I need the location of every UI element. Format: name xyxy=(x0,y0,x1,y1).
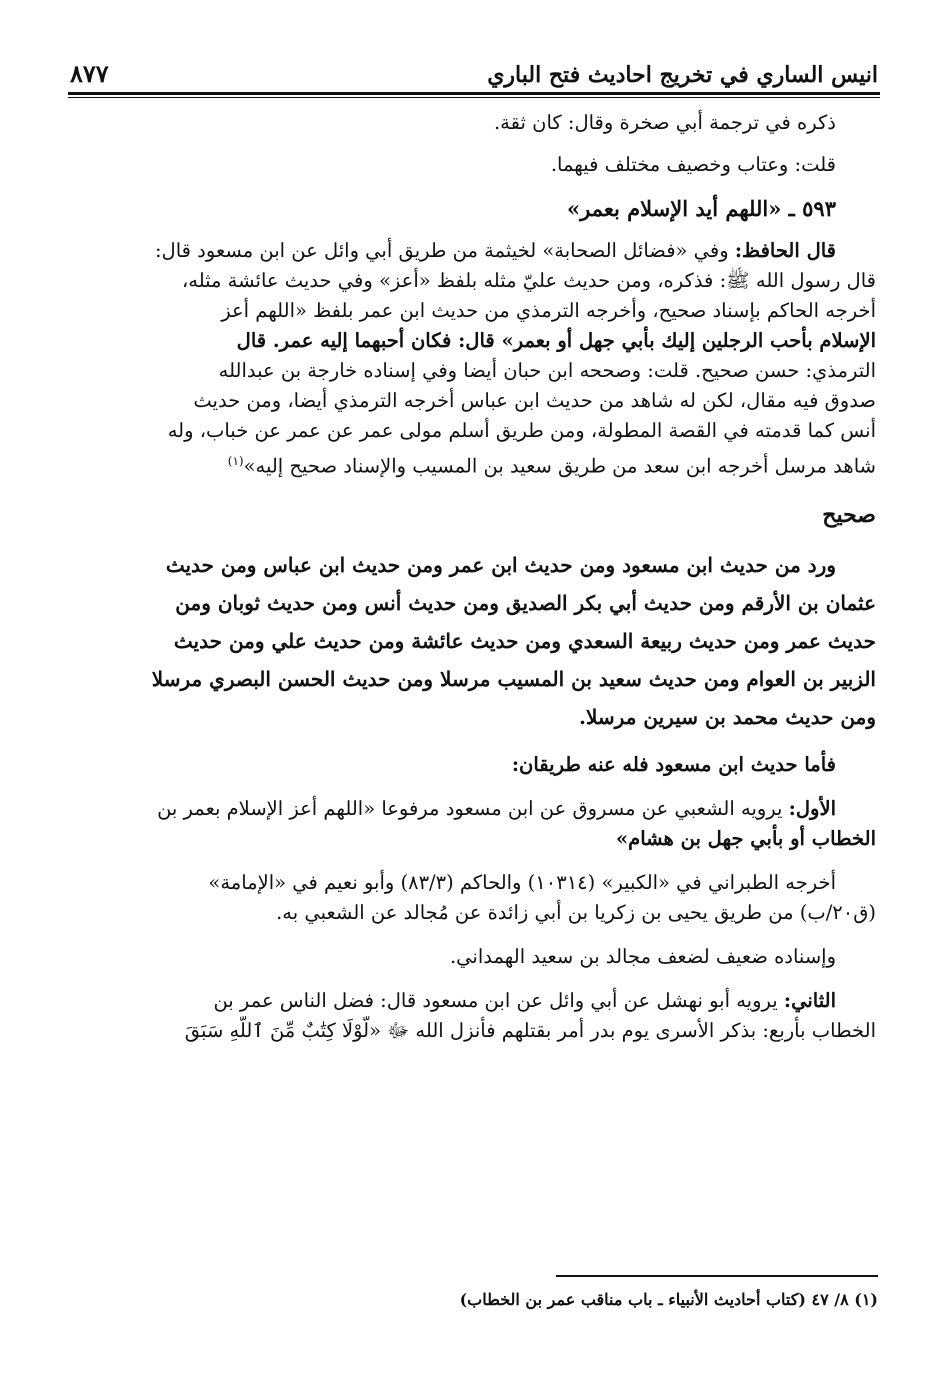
hafiz-quote xyxy=(76,236,876,482)
page-number: ٨٧٧ xyxy=(70,59,109,88)
text-line: أنس كما قدمته في القصة المطولة، ومن طريق أسلم مولى عمر عن عمر عن خباب، وله xyxy=(167,419,876,442)
second-label: الثاني: xyxy=(783,988,836,1012)
narrations-paragraph xyxy=(76,546,876,736)
text-line: الترمذي: حسن صحيح. قلت: وصححه ابن حبان أيضا وفي إسناده خارجة بن عبدالله xyxy=(218,359,876,382)
text-line: الخطاب أو بأبي جهل بن هشام» xyxy=(615,826,876,850)
text-line: ذكره في ترجمة أبي صخرة وقال: كان ثقة. xyxy=(493,111,836,134)
text-line: صدوق فيه مقال، لكن له شاهد من حديث ابن عباس أخرجه الترمذي أيضا، ومن حديث xyxy=(193,389,876,412)
text-line: (ق٢٠/ب) من طريق يحيى بن زكريا بن أبي زائدة عن مُجالد عن الشعبي به. xyxy=(276,900,876,924)
intro-paragraph xyxy=(76,108,876,180)
text-line xyxy=(76,794,876,824)
hadith-title: ٥٩٣ ـ «اللهم أيد الإسلام بعمر» xyxy=(567,196,836,221)
text-line: عثمان بن الأرقم ومن حديث أبي بكر الصديق ومن حديث أنس ومن حديث ثوبان ومن xyxy=(175,590,876,615)
quote-label: قال الحافظ: xyxy=(734,239,836,262)
text-line: ورد من حديث ابن مسعود ومن حديث ابن عمر ومن حديث ابن عباس ومن حديث xyxy=(165,552,836,577)
text-line: حديث عمر ومن حديث ربيعة السعدي ومن حديث عائشة ومن حديث علي ومن حديث xyxy=(173,628,876,653)
quote-text: وفي «فضائل الصحابة» لخيثمة من طريق أبي وائل عن ابن مسعود قال: xyxy=(154,239,729,262)
text-line: الزبير بن العوام ومن حديث سعيد بن المسيب مرسلا ومن حديث الحسن البصري مرسلا xyxy=(151,666,876,691)
text-line: أخرجه الحاكم بإسناد صحيح، وأخرجه الترمذي من حديث ابن عمر بلفظ «اللهم أعز xyxy=(221,299,876,322)
footnote: (١) ٨/ ٤٧ (كتاب أحاديث الأنبياء ـ باب مناقب عمر بن الخطاب) xyxy=(459,1290,878,1309)
text-line: الخطاب بأربع: بذكر الأسرى يوم بدر أمر بقتلهم فأنزل الله ﷻ «لَّوْلَا كِتَٰبٌ مِّنَ ٱللَّهِ سَبَقَ xyxy=(184,1018,876,1042)
header-rule xyxy=(68,92,880,98)
text-line xyxy=(76,236,876,266)
first-label: الأول: xyxy=(788,796,836,820)
weakness-note: وإسناده ضعيف لضعف مجالد بن سعيد الهمداني. xyxy=(449,944,836,968)
section-heading: فأما حديث ابن مسعود فله عنه طريقان: xyxy=(511,752,836,776)
text-line: أخرجه الطبراني في «الكبير» (١٠٣١٤) والحاكم (٨٣/٣) وأبو نعيم في «الإمامة» xyxy=(208,870,836,894)
text-line xyxy=(76,446,876,482)
footnote-ref: (١) xyxy=(227,454,244,468)
text-line: قال رسول الله ﷺ: فذكره، ومن حديث عليّ مثله بلفظ «أعز» وفي حديث عائشة مثله، xyxy=(181,269,876,292)
quote-text: شاهد مرسل أخرجه ابن سعد من طريق سعيد بن المسيب والإسناد صحيح إليه» xyxy=(243,454,876,478)
page-body xyxy=(76,108,876,1060)
route-text: يرويه الشعبي عن مسروق عن ابن مسعود مرفوعا «اللهم أعز الإسلام بعمر بن xyxy=(157,796,783,820)
text-line: ومن حديث محمد بن سيرين مرسلا. xyxy=(579,704,876,729)
book-title: انيس الساري في تخريج احاديث فتح الباري xyxy=(487,62,878,88)
takhrij-paragraph xyxy=(76,868,876,928)
text-line xyxy=(76,986,876,1016)
footnote-rule xyxy=(556,1275,878,1277)
running-header xyxy=(70,52,878,88)
first-route xyxy=(76,794,876,854)
text-line: قلت: وعتاب وخصيف مختلف فيهما. xyxy=(550,153,836,176)
grading-heading: صحيح xyxy=(822,501,876,528)
route-text: يرويه أبو نهشل عن أبي وائل عن ابن مسعود قال: فضل الناس عمر بن xyxy=(213,988,778,1012)
second-route xyxy=(76,986,876,1046)
text-line: الإسلام بأحب الرجلين إليك بأبي جهل أو بعمر» قال: فكان أحبهما إليه عمر. قال xyxy=(236,329,876,352)
